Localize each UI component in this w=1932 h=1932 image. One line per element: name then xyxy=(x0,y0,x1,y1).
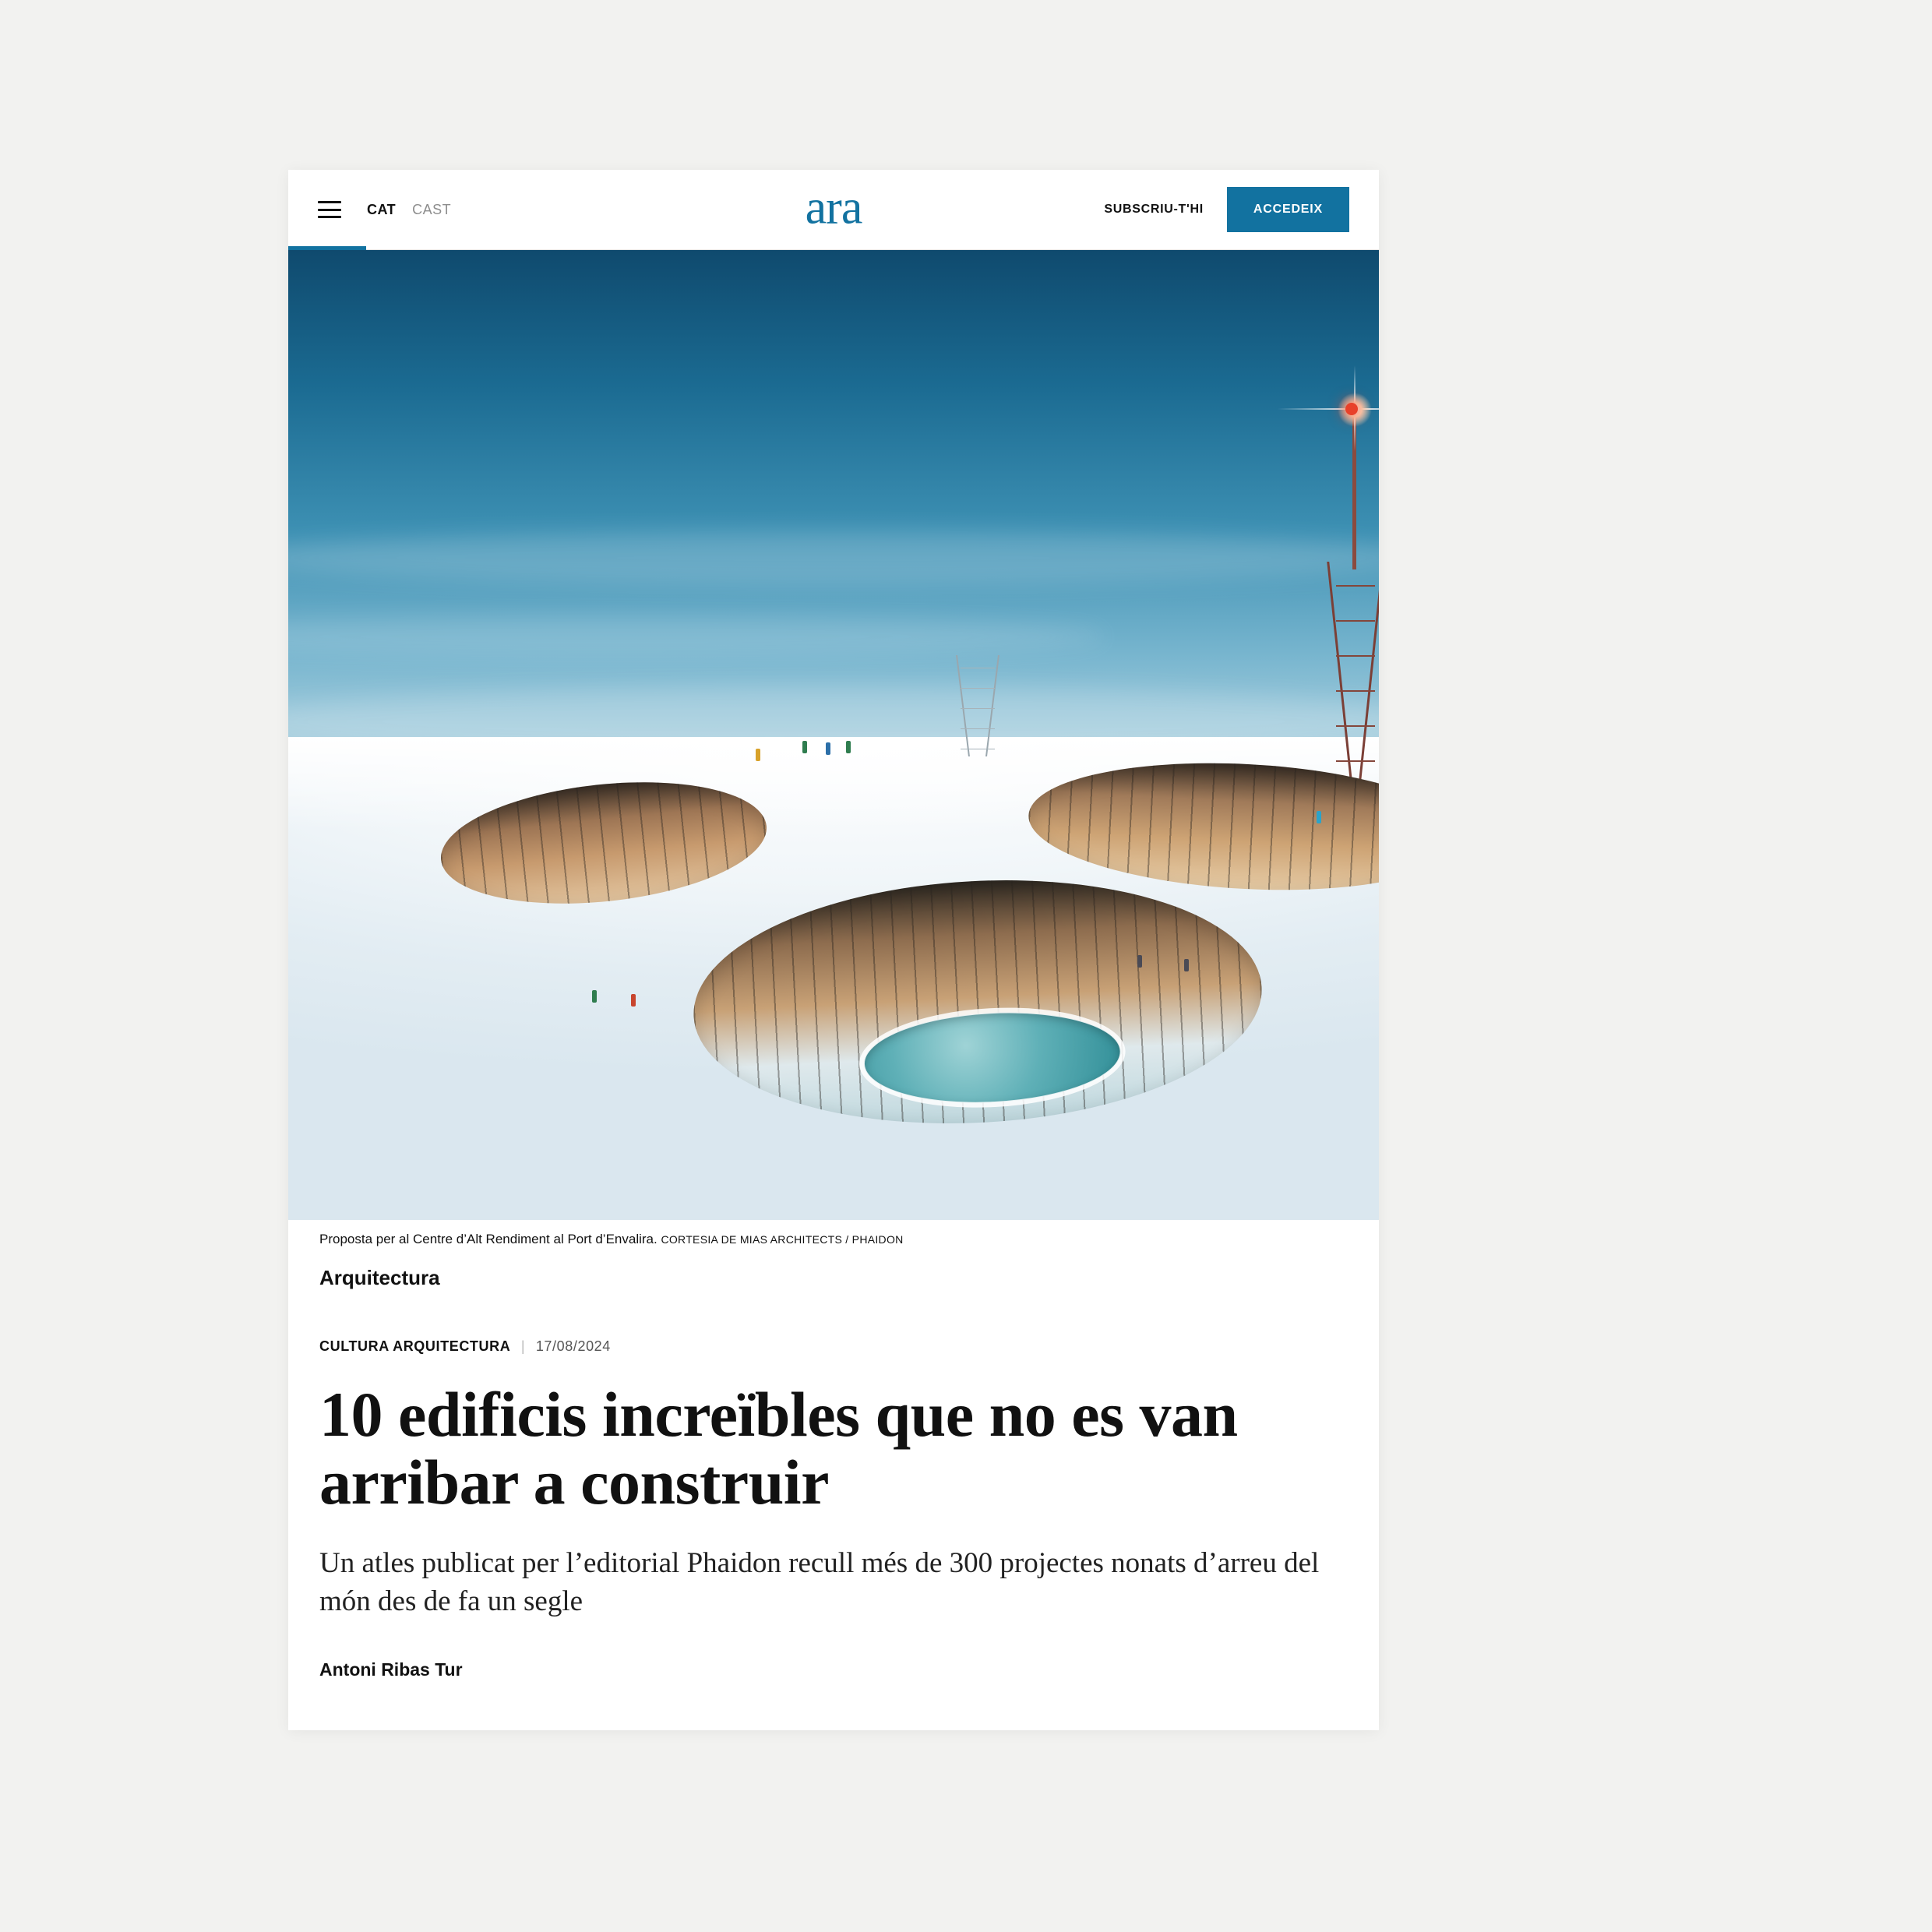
site-logo[interactable]: ara xyxy=(805,181,862,234)
skier-figure xyxy=(802,741,807,753)
article-byline[interactable]: Antoni Ribas Tur xyxy=(319,1659,463,1680)
subscribe-link[interactable]: SUBSCRIU-T'HI xyxy=(1104,203,1204,216)
skier-figure xyxy=(631,994,636,1007)
image-caption xyxy=(319,1220,1348,1249)
hamburger-menu-icon[interactable] xyxy=(318,201,341,218)
hero-image xyxy=(288,250,1379,1220)
login-button[interactable]: ACCEDEIX xyxy=(1227,187,1349,232)
page-title: 10 edificis increïbles que no es van arribar a construir xyxy=(319,1378,1238,1518)
article-date: 17/08/2024 xyxy=(535,1338,611,1354)
skier-figure xyxy=(846,741,851,753)
skier-figure xyxy=(1184,959,1189,971)
kicker-separator: | xyxy=(520,1338,526,1354)
cloud-band xyxy=(288,531,1379,585)
skier-figure xyxy=(756,749,760,761)
site-header xyxy=(288,170,1379,250)
lang-cat[interactable]: CAT xyxy=(367,201,397,217)
language-switcher[interactable] xyxy=(367,202,451,218)
article-kicker xyxy=(319,1338,1348,1355)
beacon-light xyxy=(1345,403,1358,415)
ski-lift-pylon xyxy=(954,655,1001,756)
skier-figure xyxy=(1317,811,1321,823)
skier-figure xyxy=(1137,955,1142,968)
article-content xyxy=(288,1220,1379,1730)
kicker-category[interactable]: CULTURA ARQUITECTURA xyxy=(319,1338,511,1354)
lang-cast[interactable]: CAST xyxy=(412,201,452,217)
caption-credit: CORTESIA DE MIAS ARCHITECTS / PHAIDON xyxy=(661,1233,904,1246)
building-void-main xyxy=(687,866,1267,1137)
skier-figure xyxy=(592,990,597,1003)
section-label[interactable]: Arquitectura xyxy=(319,1265,440,1289)
skier-figure xyxy=(826,742,830,755)
header-actions xyxy=(1104,187,1349,232)
article-page xyxy=(288,170,1379,1730)
caption-text: Proposta per al Centre d’Alt Rendiment al Port d’Envalira. xyxy=(319,1232,658,1246)
article-standfirst: Un atles publicat per l’editorial Phaidon recull més de 300 projectes nonats d’arreu del món des de fa un segle xyxy=(319,1546,1320,1617)
antenna-tower xyxy=(1328,562,1379,795)
